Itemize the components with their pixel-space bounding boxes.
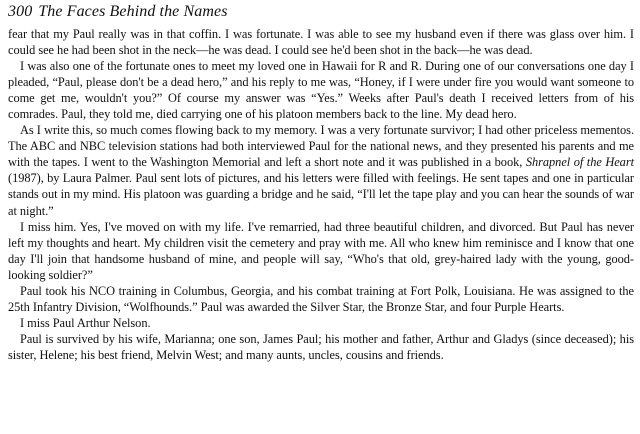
paragraph-survived-by: Paul is survived by his wife, Marianna; one son, James Paul; his mother and father, Arthur and Gladys (since deceased); his sister, Helene; his best friend, Melvin West; and many aunts, uncles, cousins and friends. (8, 331, 634, 362)
page-number: 300 (8, 3, 33, 20)
paragraph-miss-paul: I miss Paul Arthur Nelson. (20, 315, 151, 330)
paragraph-mementos (8, 122, 634, 218)
body-text (8, 26, 634, 363)
running-title: The Faces Behind the Names (38, 3, 228, 20)
paragraph-miss-him: I miss him. Yes, I've moved on with my life. I've remarried, had three beautiful children, and divorced. But Paul has never left my thoughts and heart. My children visit the cemetery and pray with me. All who knew him reminisce and I know that one day I'll join that handsome husband of mine, and people will say, “Who's that old, grey-haired lady with the young, good-looking soldier?” (8, 219, 634, 282)
paragraph-service: Paul took his NCO training in Columbus, Georgia, and his combat training at Fort Polk, Louisiana. He was assigned to the 25th Infantry Division, “Wolfhounds.” Paul was awarded the Silver Star, the Bronze Star, and four Purple Hearts. (8, 283, 634, 314)
paragraph-continued: fear that my Paul really was in that coffin. I was fortunate. I was able to see my husband even if there was glass over him. I could see he had been shot in the neck—he was dead. I could see he'd been shot in the back—he was dead. (8, 27, 634, 58)
running-head (8, 2, 634, 22)
paragraph-mementos-before: As I write this, so much comes flowing back to my memory. I was a very fortunate survivor; I had other priceless mementos. The ABC and NBC television stations had both interviewed Paul for the national news, and they presented his parents and me with the tapes. I went to the Washington Memorial and left a short note and it was published in a book, (8, 123, 634, 170)
paragraph-hawaii: I was also one of the fortunate ones to meet my loved one in Hawaii for R and R. During one of our conversations one day I pleaded, “Paul, please don't be a dead hero,” and his reply to me was, “Honey, if I were under fire you would want someone to come get me, wouldn't you?” Of course my answer was “Yes.” Weeks after Paul's death I received letters from of his comrades. Paul, they told me, died carrying one of his platoon members back to the line. My dead hero. (8, 59, 634, 122)
book-title: Shrapnel of the Heart (525, 155, 634, 170)
paragraph-mementos-after: (1987), by Laura Palmer. Paul sent lots of pictures, and his letters were filled with feelings. He sent tapes and one in particular stands out in my mind. His platoon was guarding a bridge and he said, “I'll let the tape play and you can hear the sounds of war at night.” (8, 171, 634, 218)
